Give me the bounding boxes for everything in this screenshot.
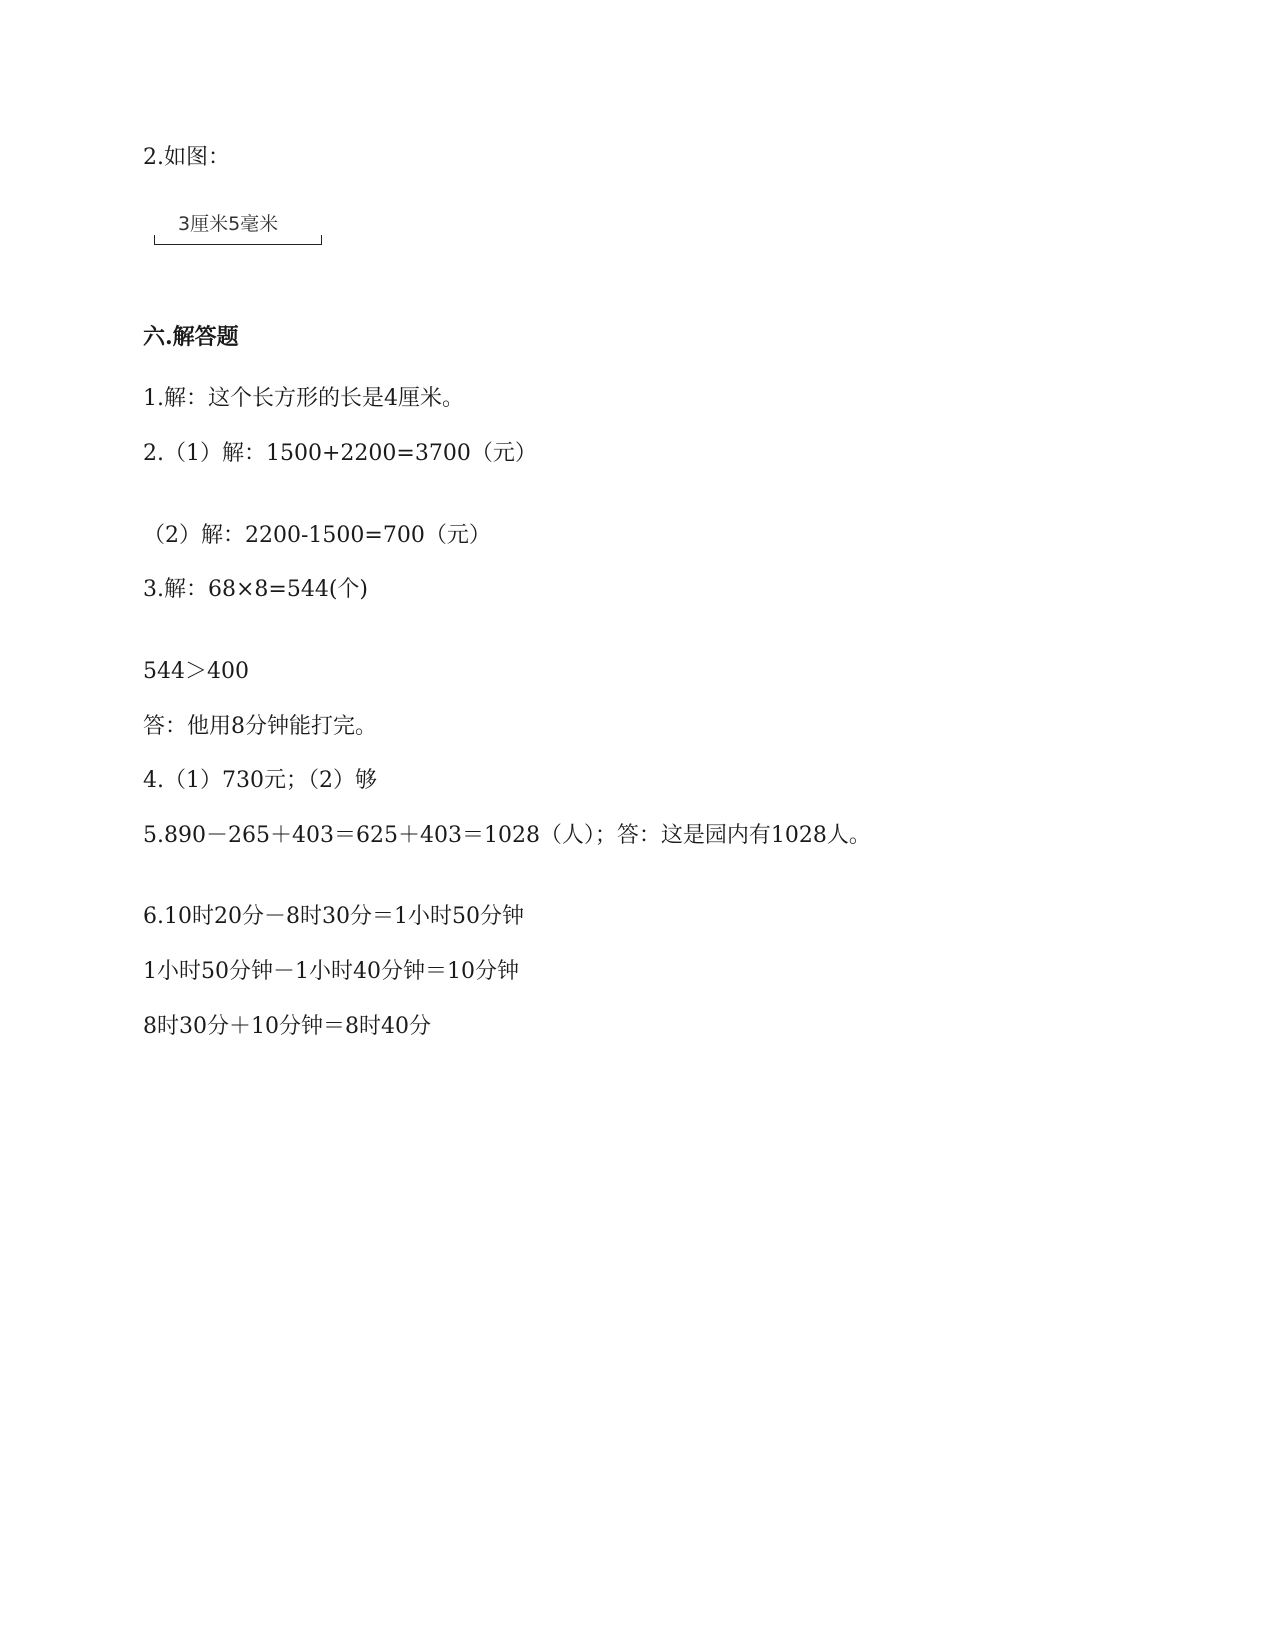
answer-line-3: 3.解：68×8=544(个): [143, 577, 369, 602]
answer-line-3-conclusion: 答：他用8分钟能打完。: [143, 714, 377, 739]
answer-line-4: 4.（1）730元；（2）够: [143, 768, 377, 793]
answer-line-2-1: 2.（1）解：1500+2200=3700（元）: [143, 441, 537, 466]
answer-line-3-compare: 544＞400: [143, 659, 249, 684]
answer-line-6-2: 1小时50分钟－1小时40分钟＝10分钟: [143, 959, 519, 984]
answer-line-2-2: （2）解：2200-1500=700（元）: [143, 523, 491, 548]
answer-line-6-3: 8时30分＋10分钟＝8时40分: [143, 1014, 431, 1039]
answer-line-5: 5.890－265＋403＝625＋403＝1028（人）；答：这是园内有1028人。: [143, 823, 871, 848]
line-segment: [154, 235, 322, 245]
line-segment-figure: [150, 205, 330, 255]
figure-item-label: 2.如图：: [143, 145, 230, 170]
answer-line-6-1: 6.10时20分－8时30分＝1小时50分钟: [143, 904, 524, 929]
section-heading: 六.解答题: [143, 324, 239, 350]
answer-line-1: 1.解：这个长方形的长是4厘米。: [143, 386, 464, 411]
segment-length-label: 3厘米5毫米: [178, 213, 279, 235]
